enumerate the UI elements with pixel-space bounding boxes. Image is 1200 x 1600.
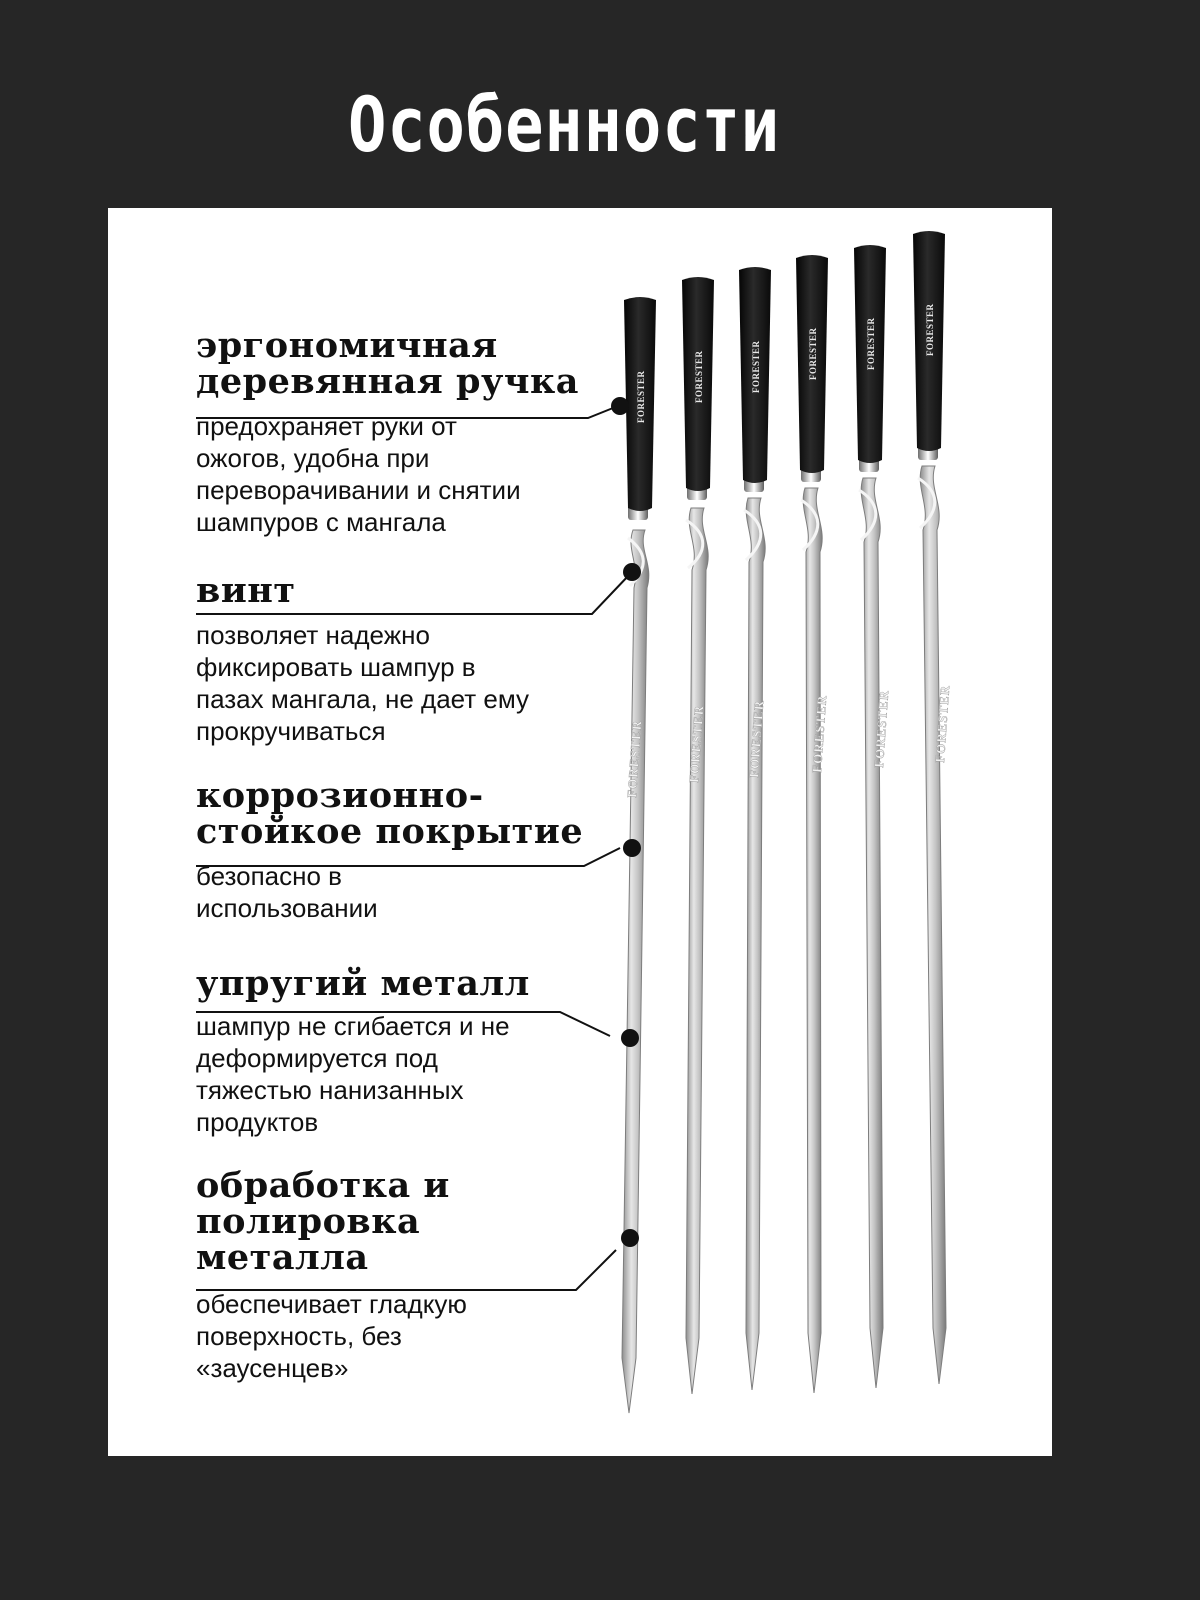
handle-logo: FORESTER: [694, 350, 704, 403]
feature-heading: упругий металл: [196, 963, 530, 1004]
skewer-3: [739, 267, 771, 1390]
blade-logo: FORESTER: [932, 684, 953, 764]
feature-description: безопасно в использовании: [196, 861, 378, 923]
skewer-4: [796, 255, 829, 1393]
handle-logo: FORESTER: [751, 340, 761, 393]
skewer-6: [913, 231, 952, 1384]
blade-logo: FORESTER: [746, 699, 767, 779]
skewer-2: [682, 277, 714, 1394]
blade-logo: FORESTER: [686, 704, 707, 784]
blade-logo: FORESTER: [809, 694, 830, 774]
feature-description: шампур не сгибается и не деформируется под тяжестью нанизанных продуктов: [196, 1011, 510, 1137]
callout-dot: [623, 839, 641, 857]
feature-description: позволяет надежно фиксировать шампур в пазах мангала, не дает ему прокручиваться: [196, 620, 530, 746]
handle-logo: FORESTER: [808, 327, 818, 380]
callout-dot: [623, 563, 641, 581]
feature-heading: обработка и полировка металла: [196, 1165, 450, 1278]
feature-description: обеспечивает гладкую поверхность, без «заусенцев»: [196, 1289, 467, 1383]
blade-logo: FORESTER: [624, 719, 645, 799]
product-panel: [108, 208, 1052, 1456]
feature-corrosion-resistant: [196, 775, 584, 924]
blade-logo: FORESTER: [871, 689, 892, 769]
handle-logo: FORESTER: [866, 317, 876, 370]
callout-dot: [621, 1229, 639, 1247]
feature-heading: винт: [196, 570, 296, 611]
feature-screw: [196, 570, 530, 747]
feature-polishing: [196, 1165, 467, 1384]
skewer-5: [854, 245, 891, 1388]
handle-logo: FORESTER: [925, 303, 935, 356]
feature-ergonomic-handle: [196, 325, 579, 538]
feature-heading: коррозионно- стойкое покрытие: [196, 775, 584, 852]
feature-elastic-metal: [196, 963, 530, 1138]
feature-heading: эргономичная деревянная ручка: [196, 325, 579, 402]
feature-description: предохраняет руки от ожогов, удобна при переворачивании и снятии шампуров с мангала: [196, 411, 521, 537]
page-title: Особенности: [348, 80, 781, 169]
callout-dot: [611, 397, 629, 415]
callout-dot: [621, 1029, 639, 1047]
handle-logo: FORESTER: [636, 370, 646, 423]
